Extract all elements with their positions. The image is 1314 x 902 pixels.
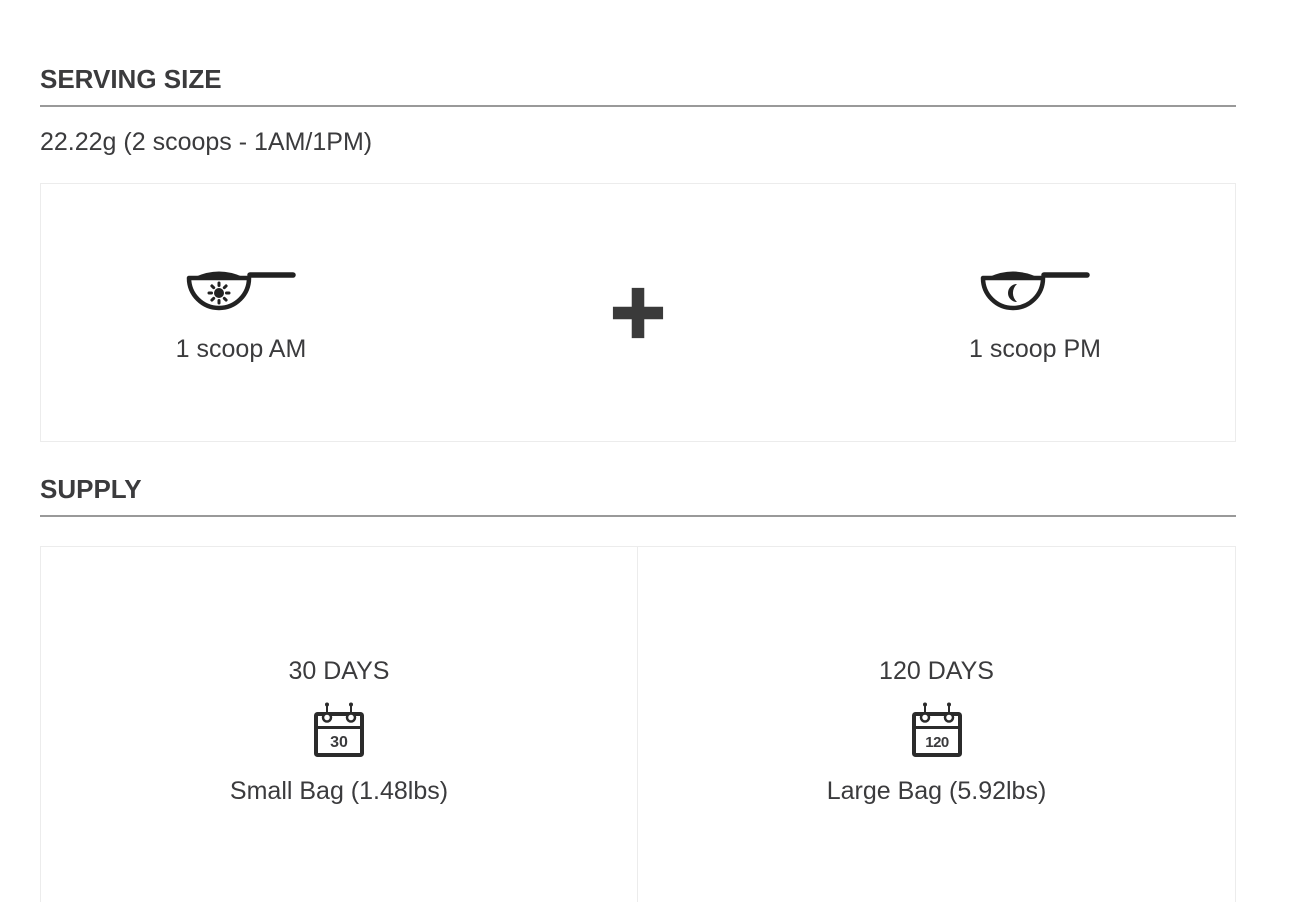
supply-options-box: [40, 546, 1236, 902]
serving-size-header: [40, 64, 1236, 107]
supply-header: [40, 474, 1236, 517]
supply-title: SUPPLY: [40, 474, 142, 504]
sun-icon: [209, 283, 229, 303]
serving-size-title: SERVING SIZE: [40, 64, 222, 94]
scoop-sun-icon: [185, 262, 297, 324]
scoop-moon-icon: [979, 262, 1091, 324]
calendar-day-count: 120: [924, 734, 949, 751]
scoop-pm-group: [835, 262, 1235, 364]
product-info-panel: [40, 64, 1236, 902]
plus-icon: [611, 286, 665, 340]
scoop-am-group: [41, 262, 441, 364]
scoop-am-label: 1 scoop AM: [175, 334, 307, 363]
serving-illustration-box: [40, 183, 1236, 442]
calendar-day-count: 30: [330, 734, 348, 751]
calendar-icon: [910, 701, 964, 759]
serving-size-value: 22.22g (2 scoops - 1AM/1PM): [40, 128, 373, 156]
scoop-pm-label: 1 scoop PM: [968, 334, 1101, 363]
supply-option-120-days: [638, 547, 1235, 902]
calendar-icon: [312, 701, 366, 759]
supply-bag-label: Small Bag (1.48lbs): [229, 777, 449, 805]
supply-option-30-days: [41, 547, 638, 902]
supply-duration-label: 30 DAYS: [288, 657, 390, 685]
supply-duration-label: 120 DAYS: [879, 657, 994, 685]
supply-bag-label: Large Bag (5.92lbs): [826, 777, 1047, 805]
